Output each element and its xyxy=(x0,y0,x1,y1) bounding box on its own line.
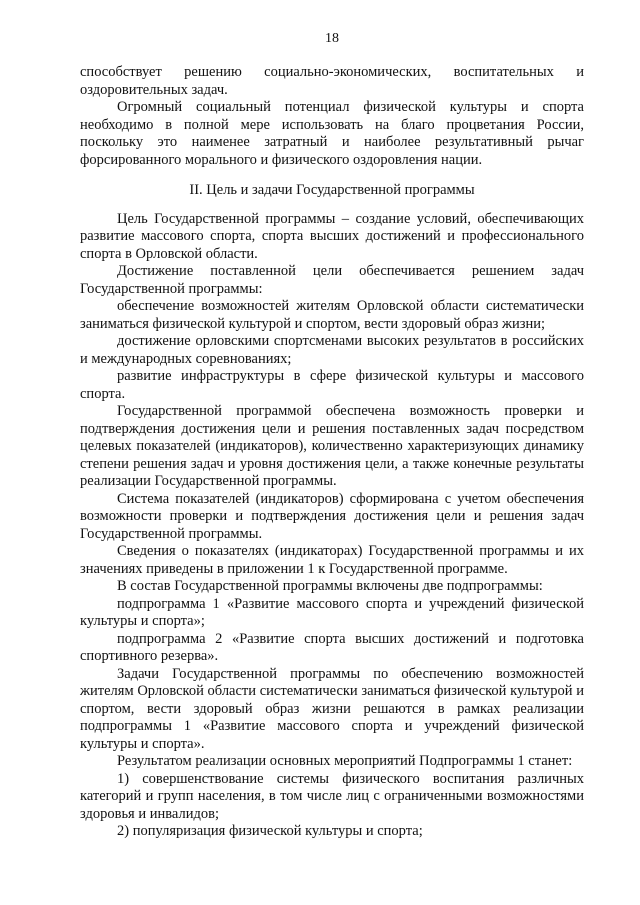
page-number: 18 xyxy=(325,31,339,46)
paragraph-result-1: 1) совершенствование системы физического воспитания различных категорий и групп населения, в том числе лиц с ограниченными возможностями здоровья и инвалидов; xyxy=(80,770,584,822)
paragraph-subprogram-2: подпрограмма 2 «Развитие спорта высших достижений и подготовка спортивного резерва». xyxy=(80,630,584,664)
paragraph-task-2: достижение орловскими спортсменами высоких результатов в российских и международных соревнованиях; xyxy=(80,333,584,367)
section-heading: II. Цель и задачи Государственной программы xyxy=(189,182,475,198)
paragraph-indicator-info: Сведения о показателях (индикаторах) Государственной программы и их значениях приведены в приложении 1 к Государственной программе. xyxy=(80,543,584,577)
paragraph-goal: Цель Государственной программы – создание условий, обеспечивающих развитие массового спорта, спорта высших достижений и профессионального спорта в Орловской области. xyxy=(80,210,584,262)
paragraph-indicators: Государственной программой обеспечена возможность проверки и подтверждения достижения цели и решения поставленных задач посредством целевых показателей (индикаторов), количественно характеризующих динамику степени решения задач и уровня достижения цели, а также конечные результаты реализации Государственной программы. xyxy=(80,403,584,489)
intro-paragraph-0: способствует решению социально-экономических, воспитательных и оздоровительных задач. xyxy=(80,64,584,98)
paragraph-subprograms-intro: В состав Государственной программы включены две подпрограммы: xyxy=(117,578,543,594)
paragraph-tasks-intro: Достижение поставленной цели обеспечивается решением задач Государственной программы: xyxy=(80,263,584,297)
document-body xyxy=(80,64,584,841)
paragraph-task-3: развитие инфраструктуры в сфере физической культуры и массового спорта. xyxy=(80,368,584,402)
paragraph-results-intro: Результатом реализации основных мероприятий Подпрограммы 1 станет: xyxy=(117,753,573,769)
paragraph-result-2: 2) популяризация физической культуры и спорта; xyxy=(117,823,423,839)
intro-paragraph-1: Огромный социальный потенциал физической культуры и спорта необходимо в полной мере использовать на благо процветания России, поскольку это наименее затратный и наиболее результативный рычаг форсированного морального и физического оздоровления нации. xyxy=(80,99,584,168)
paragraph-subprogram-1: подпрограмма 1 «Развитие массового спорта и учреждений физической культуры и спорта»; xyxy=(80,595,584,629)
paragraph-indicator-system: Система показателей (индикаторов) сформирована с учетом обеспечения возможности проверки и подтверждения достижения цели и решения задач Государственной программы. xyxy=(80,490,584,542)
paragraph-task-1: обеспечение возможностей жителям Орловской области систематически заниматься физической культурой и спортом, вести здоровый образ жизни; xyxy=(80,298,584,332)
paragraph-subprogram-tasks: Задачи Государственной программы по обеспечению возможностей жителям Орловской области систематически заниматься физической культурой и спортом, вести здоровый образ жизни решаются в рамках реализации подпрограммы 1 «Развитие массового спорта и учреждений физической культуры и спорта». xyxy=(80,665,584,752)
